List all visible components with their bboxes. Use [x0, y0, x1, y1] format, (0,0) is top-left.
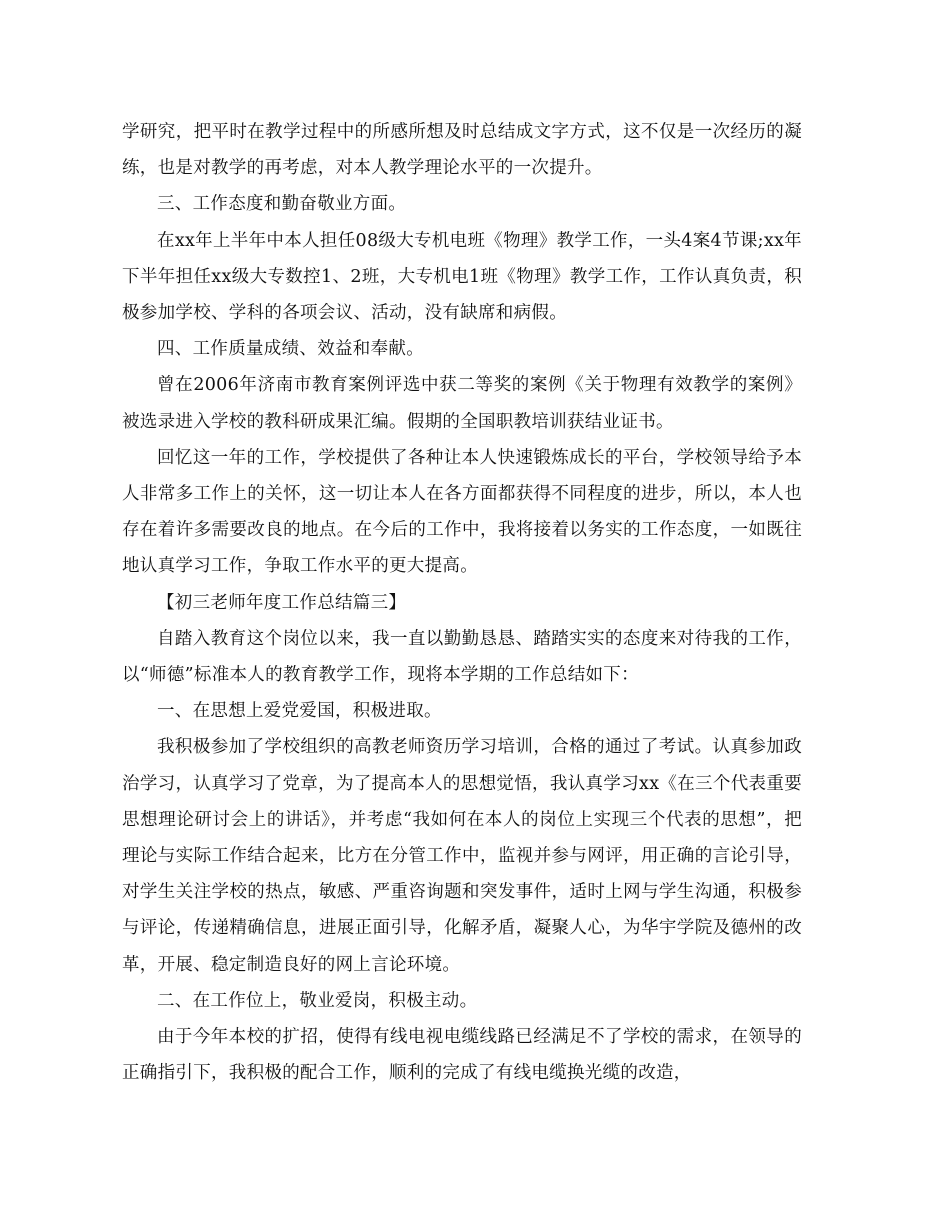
paragraph-1: 学研究，把平时在教学过程中的所感所想及时总结成文字方式，这不仅是一次经历的凝练，也是对教学的再考虑，对本人教学理论水平的一次提升。 [122, 122, 802, 179]
section-heading-work-quality: 四、工作质量成绩、效益和奉献。 [157, 339, 424, 360]
article-title-part-three: 【初三老师年度工作总结篇三】 [157, 592, 407, 613]
paragraph-cable-upgrade: 由于今年本校的扩招，使得有线电视电缆线路已经满足不了学校的需求，在领导的正确指引下，我积极的配合工作，顺利的完成了有线电缆换光缆的改造， [122, 1027, 802, 1084]
document-body [122, 114, 802, 1091]
paragraph-review: 回忆这一年的工作，学校提供了各种让本人快速锻炼成长的平台，学校领导给予本人非常多工作上的关怀，这一切让本人在各方面都获得不同程度的进步，所以，本人也存在着许多需要改良的地点。在今后的工作中，我将接着以务实的工作态度，一如既往地认真学习工作，争取工作水平的更大提高。 [122, 447, 802, 577]
section-heading-work-attitude: 三、工作态度和勤奋敬业方面。 [157, 194, 407, 215]
paragraph-study: 我积极参加了学校组织的高教老师资历学习培训，合格的通过了考试。认真参加政治学习，认真学习了党章，为了提高本人的思想觉悟，我认真学习xx《在三个代表重要思想理论研讨会上的讲话》，并考虑“我如何在本人的岗位上实现三个代表的思想”，把理论与实际工作结合起来，比方在分管工作中，监视并参与网评，用正确的言论引导，对学生关注学校的热点，敏感、严重咨询题和突发事件，适时上网与学生沟通，积极参与评论，传递精确信息，进展正面引导，化解矛盾，凝聚人心，为华宇学院及德州的改革，开展、稳定制造良好的网上言论环境。 [122, 737, 802, 975]
section-heading-ideology: 一、在思想上爱党爱国，积极进取。 [157, 701, 442, 722]
section-heading-dedication: 二、在工作位上，敬业爱岗，积极主动。 [157, 990, 478, 1011]
paragraph-intro: 自踏入教育这个岗位以来，我一直以勤勤恳恳、踏踏实实的态度来对待我的工作，以“师德”标准本人的教育教学工作，现将本学期的工作总结如下： [122, 628, 802, 686]
paragraph-award: 曾在2006年济南市教育案例评选中获二等奖的案例《关于物理有效教学的案例》被选录进入学校的教科研成果汇编。假期的全国职教培训获结业证书。 [122, 375, 802, 432]
paragraph-teaching-duties: 在xx年上半年中本人担任08级大专机电班《物理》教学工作，一头4案4节课;xx年下半年担任xx级大专数控1、2班，大专机电1班《物理》教学工作，工作认真负责，积极参加学校、学科的各项会议、活动，没有缺席和病假。 [122, 230, 802, 324]
